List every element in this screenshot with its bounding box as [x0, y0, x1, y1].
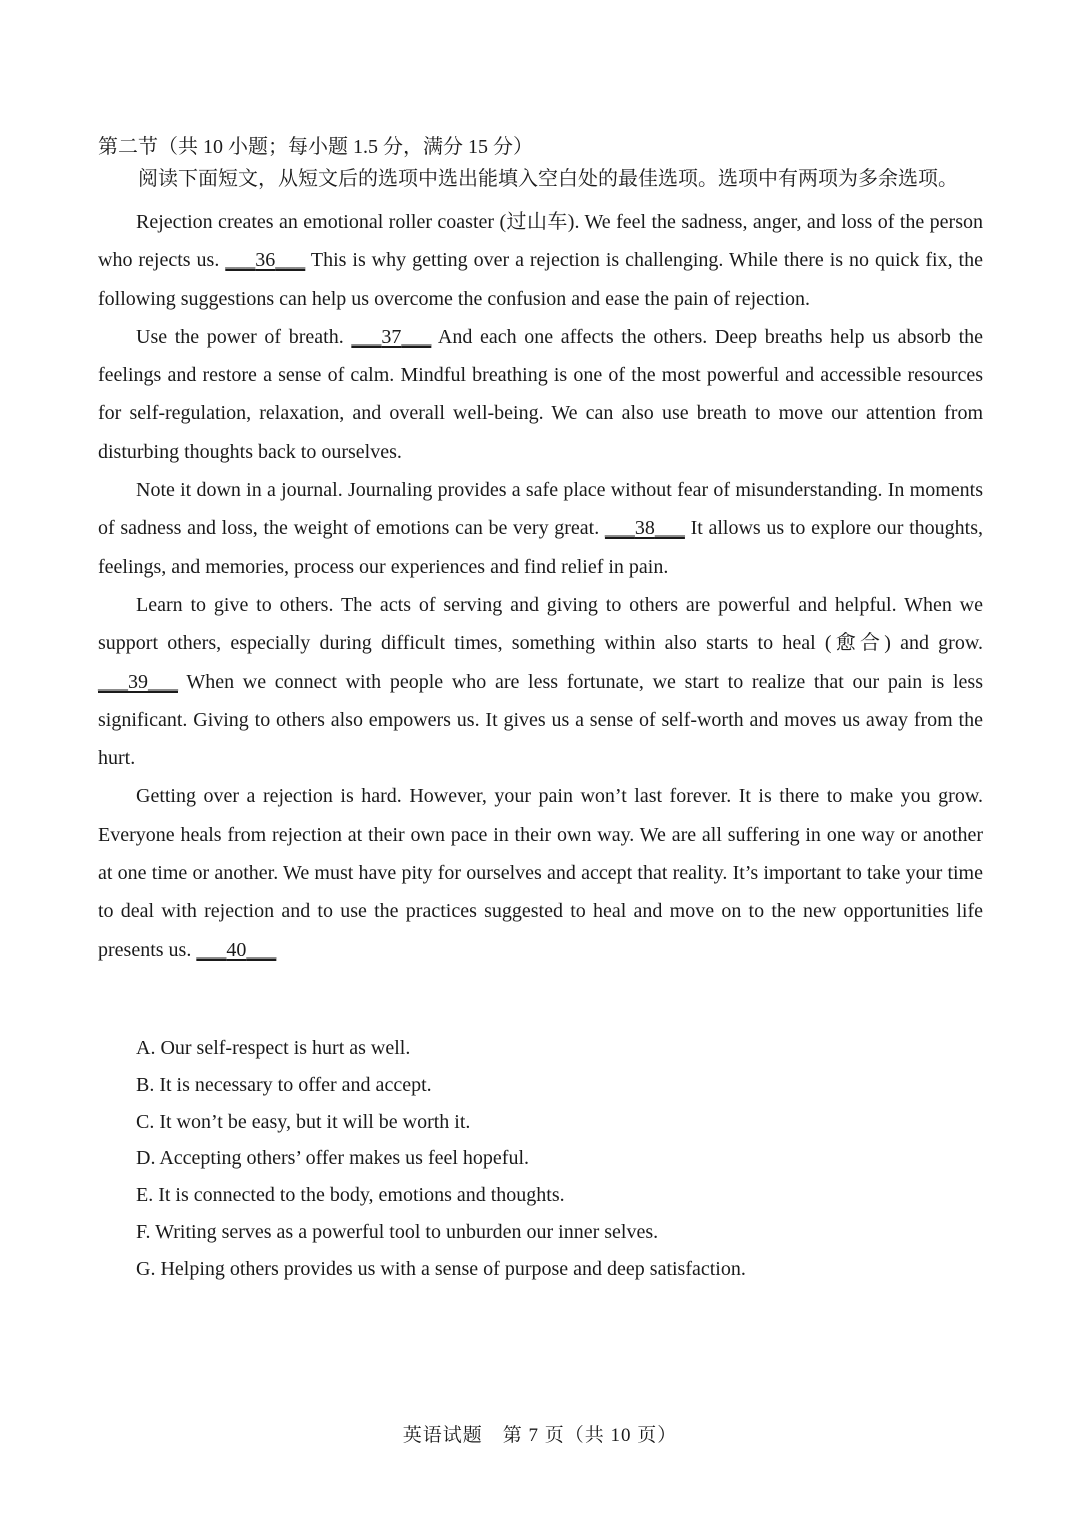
option-item: G. Helping others provides us with a sense of purpose and deep satisfaction.	[136, 1257, 746, 1280]
passage-paragraph	[98, 203, 983, 318]
answer-blank: ___37___	[351, 325, 432, 348]
blank-number: 38	[634, 517, 655, 540]
answer-blank: ___36___	[225, 249, 306, 272]
passage-paragraph	[98, 777, 983, 968]
passage-paragraph	[98, 318, 983, 471]
paragraph-text: Note it down in a journal. Journaling provides a safe place without fear of misunderstanding. In moments of sadness and loss, the weight of emotions can be very great.	[98, 479, 983, 540]
paragraph-text: When we connect with people who are less fortunate, we start to realize that our pain is less significant. Giving to others also empowers us. It gives us a sense of self-worth and moves us away from the hurt.	[98, 670, 983, 770]
answer-options	[136, 1030, 746, 1288]
blank-number: 40	[226, 938, 247, 961]
blank-number: 37	[381, 325, 402, 348]
option-item: C. It won’t be easy, but it will be worth it.	[136, 1110, 471, 1133]
blank-number: 39	[128, 670, 148, 693]
paragraph-text: Getting over a rejection is hard. However, your pain won’t last forever. It is there to make you grow. Everyone heals from rejection at their own pace in their own way. We are all suffering in one way or another at one time or another. We must have pity for ourselves and accept that reality. It’s important to take your time to deal with rejection and to use the practices suggested to heal and move on to the new opportunities life presents us.	[98, 785, 983, 961]
option-item: A. Our self-respect is hurt as well.	[136, 1037, 411, 1059]
option-item: D. Accepting others’ offer makes us feel hopeful.	[136, 1147, 530, 1170]
option-item: E. It is connected to the body, emotions and thoughts.	[136, 1184, 565, 1207]
section-instructions: 阅读下面短文，从短文后的选项中选出能填入空白处的最佳选项。选项中有两项为多余选项。	[138, 168, 958, 190]
passage-paragraph	[98, 471, 983, 586]
exam-page	[98, 130, 983, 969]
blank-number: 36	[255, 249, 276, 272]
paragraph-text: Learn to give to others. The acts of serving and giving to others are powerful and helpful. When we support others, especially during difficult times, something within also starts to heal (愈合) and grow.	[98, 593, 983, 655]
option-item: B. It is necessary to offer and accept.	[136, 1073, 432, 1096]
paragraph-text: Use the power of breath.	[136, 325, 352, 348]
section-heading: 第二节（共 10 小题；每小题 1.5 分，满分 15 分）	[98, 136, 533, 158]
paragraph-text: And each one affects the others. Deep breaths help us absorb the feelings and restore a sense of calm. Mindful breathing is one of the most powerful and accessible resources for self-regulation, relaxation, and overall well-being. We can also use breath to move our attention from disturbing thoughts back to ourselves.	[98, 325, 983, 463]
paragraph-text: Rejection creates an emotional roller coaster (过山车). We feel the sadness, anger, and loss of the person who rejects us.	[98, 211, 983, 272]
passage-paragraph	[98, 586, 983, 777]
answer-blank: ___40___	[196, 938, 277, 961]
page-footer: 英语试题 第 7 页（共 10 页）	[402, 1425, 678, 1446]
paragraph-text: It allows us to explore our thoughts, feelings, and memories, process our experiences and find relief in pain.	[98, 517, 983, 578]
option-item: F. Writing serves as a powerful tool to unburden our inner selves.	[136, 1220, 659, 1243]
answer-blank: ___38___	[604, 517, 685, 540]
reading-passage	[98, 203, 983, 969]
paragraph-text: This is why getting over a rejection is challenging. While there is no quick fix, the following suggestions can help us overcome the confusion and ease the pain of rejection.	[98, 249, 983, 310]
answer-blank: ___39___	[98, 670, 178, 693]
